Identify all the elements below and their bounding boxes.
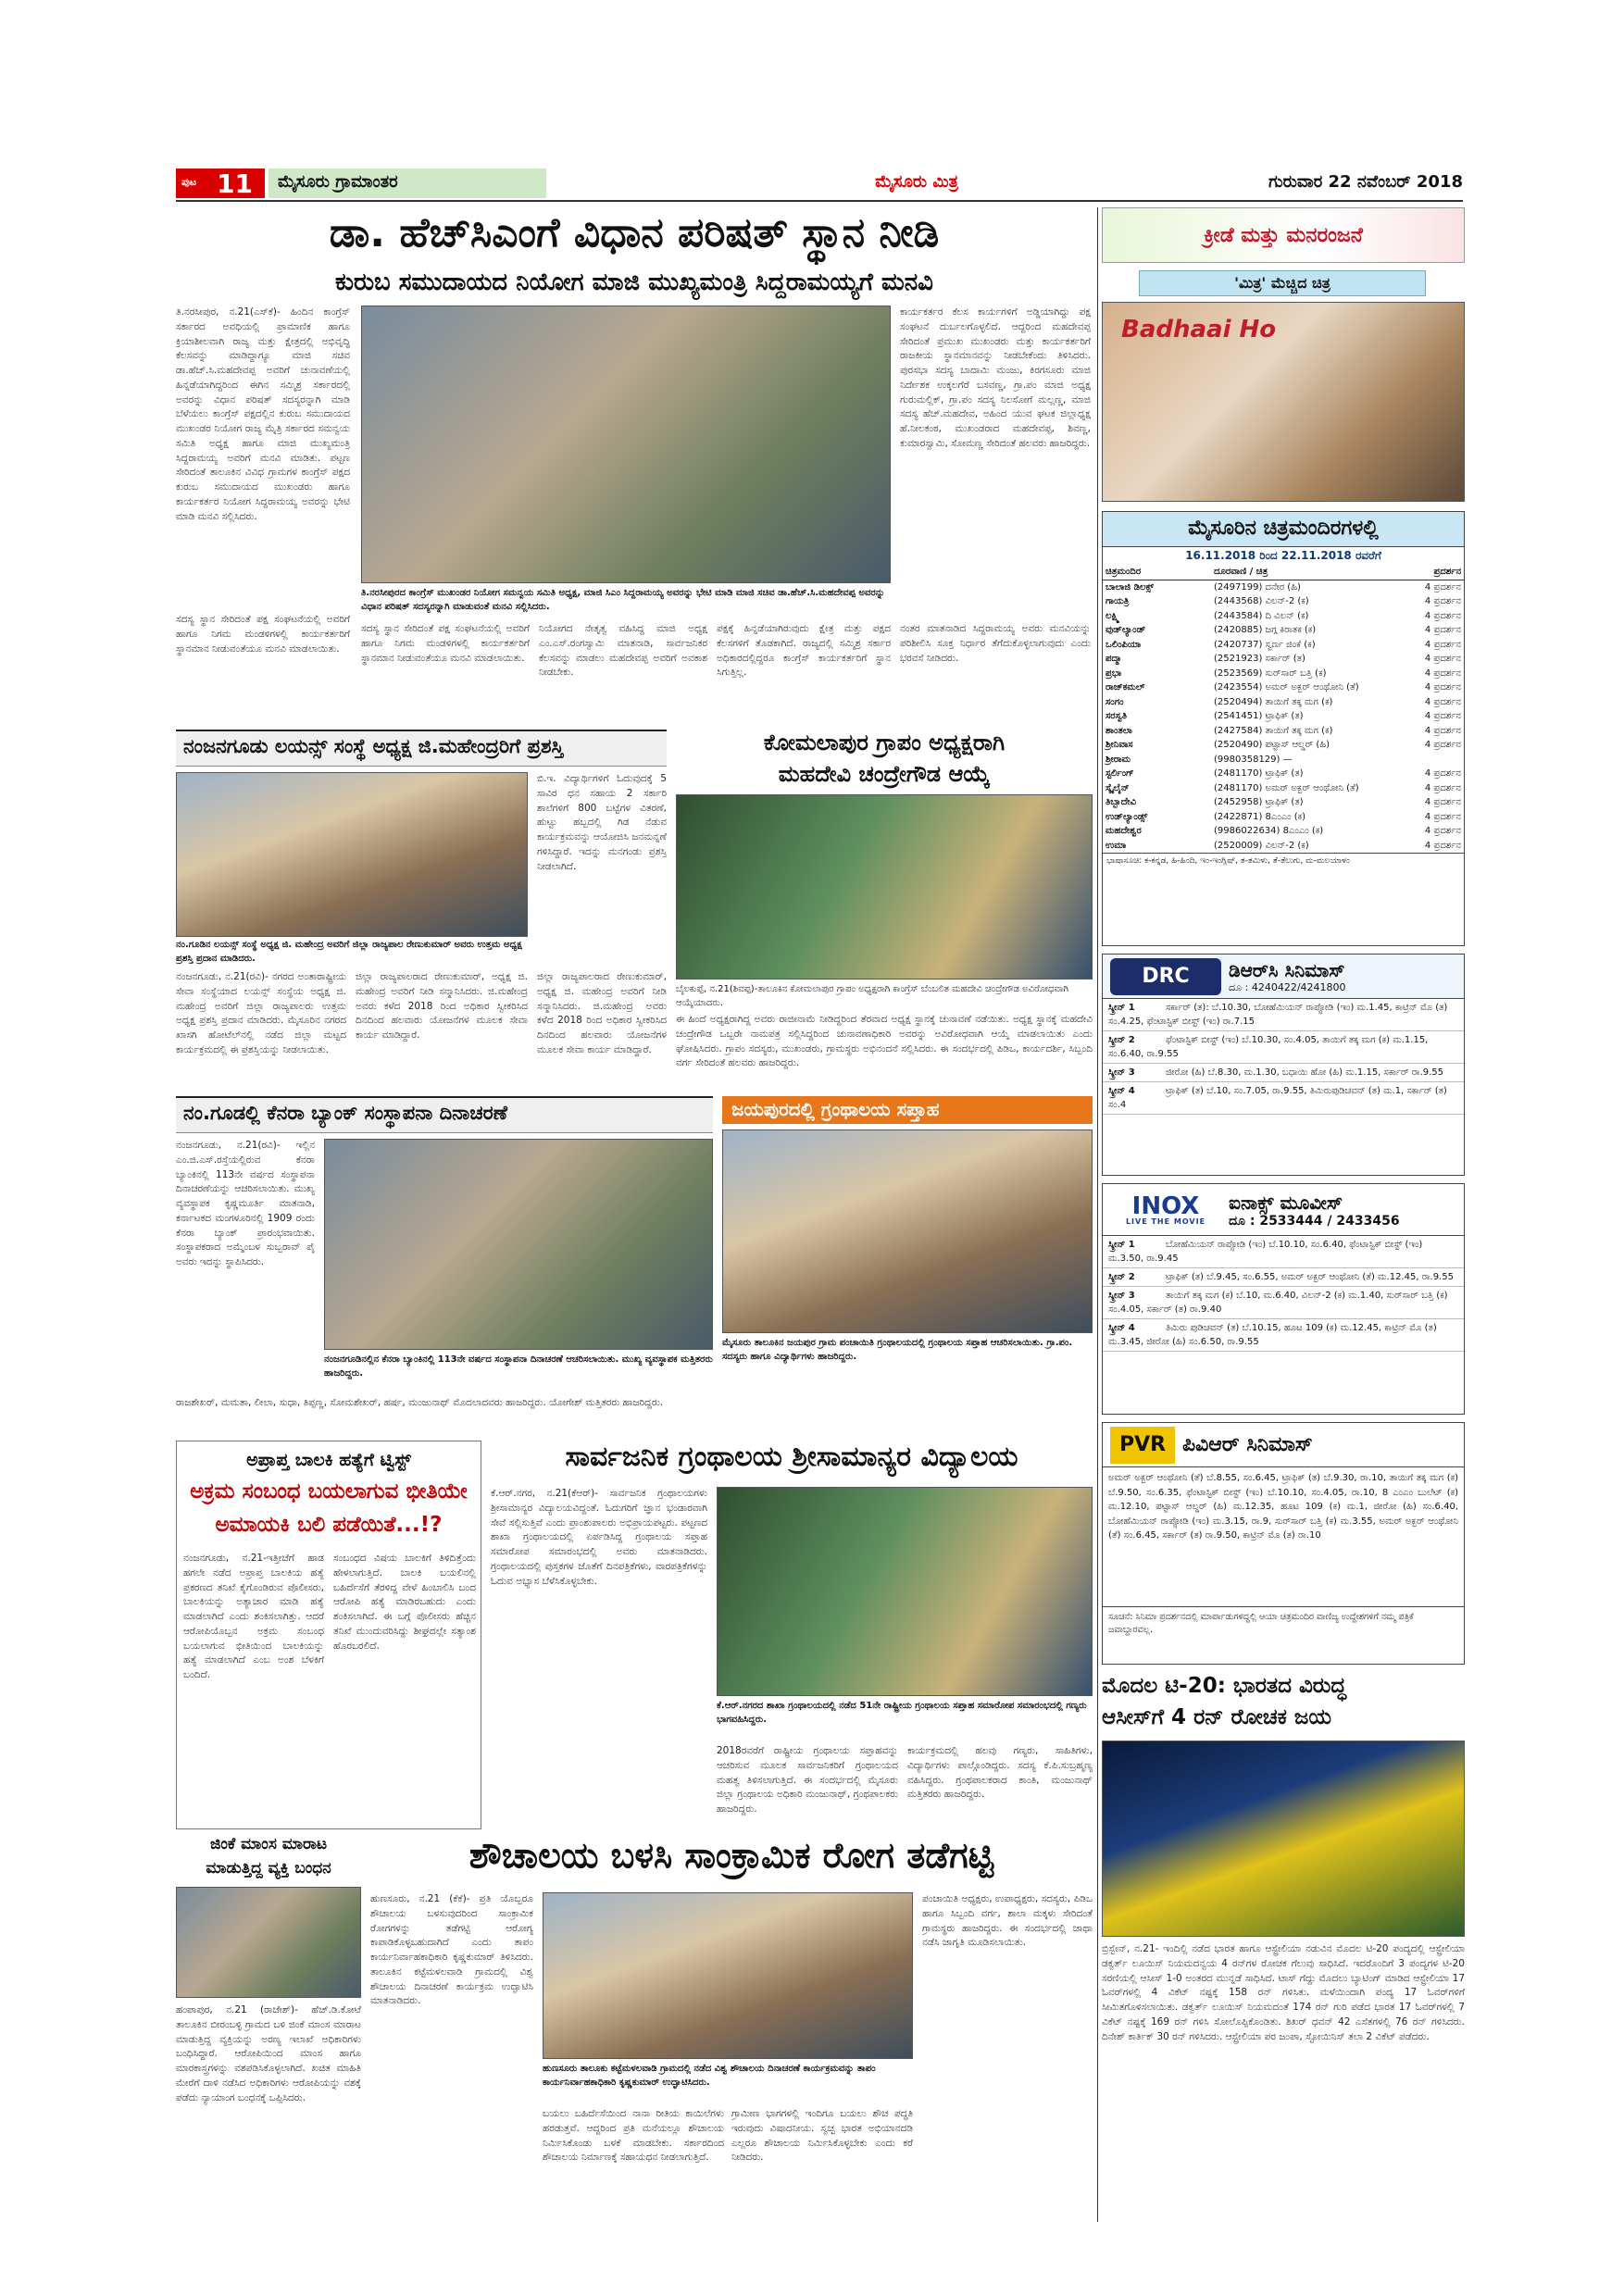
library-caption: ಕೆ.ಆರ್.ನಗರದ ಶಾಖಾ ಗ್ರಂಥಾಲಯದಲ್ಲಿ ನಡೆದ 51ನೇ ರಾಷ್ಟ್ರೀಯ ಗ್ರಂಥಾಲಯ ಸಪ್ತಾಹ ಸಮಾರೋಪ ಸಮಾರಂಭದಲ್ಲಿ ಗಣ್ಯರು ಭಾಗವಹಿಸಿದ್ದರು. [717,1701,1087,1725]
inox-phone: ದೂ : 2533444 / 2433456 [1229,1213,1400,1229]
deer-headline-2: ಮಾಡುತ್ತಿದ್ದ ವ್ಯಕ್ತಿ ಬಂಧನ [206,1859,331,1878]
cricket-photo [1102,1741,1465,1937]
cinema-shows: 4 ಪ್ರದರ್ಶನ [1424,625,1461,635]
cinema-shows: 4 ಪ್ರದರ್ಶನ [1424,840,1461,851]
cinema-shows: 4 ಪ್ರದರ್ಶನ [1424,811,1461,822]
library-photo [717,1487,1093,1696]
canara-caption: ನಂಜನಗೂಡಿನಲ್ಲಿನ ಕೆನರಾ ಬ್ಯಾಂಕಿನಲ್ಲಿ 113ನೇ ವರ್ಷದ ಸಂಸ್ಥಾಪನಾ ದಿನಾಚರಣೆ ಆಚರಿಸಲಾಯಿತು. ಮುಖ್ಯ ವ್ಯವಸ್ಥಾಪಕ ಮತ್ತಿತರರು ಹಾಜರಿದ್ದರು. [324,1354,713,1379]
page-number-badge [176,168,265,198]
col-header-phone-film: ದೂರವಾಣಿ / ಚಿತ್ರ [1211,565,1363,580]
mitra-pick-label: 'ಮಿತ್ರ' ಮೆಚ್ಚಿದ ಚಿತ್ರ [1139,270,1426,296]
lions-column-3-cont: ಜಿಲ್ಲಾ ರಾಜ್ಯಪಾಲರಾದ ರೇಣುಕುಮಾರ್, ಅಧ್ಯಕ್ಷ ಜಿ. ಮಹೇಂದ್ರ ಅವರಿಗೆ ನೀಡಿ ಸನ್ಮಾನಿಸಿದರು. ಜಿ.ಮಹೇಂದ್ರ ಅವರು ಕಳೆದ 2018 ರಿಂದ ಅಧಿಕಾರ ಸ್ವೀಕರಿಸಿದ ದಿನದಿಂದ ಹಲವಾರು ಯೋಜನೆಗಳ ಮೂಲಕ ಸೇವಾ ಕಾರ್ಯ ಮಾಡಿದ್ದಾರೆ. [537,971,667,1055]
cinema-name: ಸರಸ್ವತಿ [1106,711,1127,721]
deer-headline-1: ಜಿಂಕೆ ಮಾಂಸ ಮಾರಾಟ [209,1835,328,1853]
deer-body: ಹಂಪಾಪುರ, ನ.21 (ರಾಜೇಶ್)- ಹೆಚ್.ಡಿ.ಕೋಟೆ ತಾಲೂಕಿನ ಬೀರಂಬಳ್ಳಿ ಗ್ರಾಮದ ಬಳಿ ಜಿಂಕೆ ಮಾಂಸ ಮಾರಾಟ ಮಾಡುತ್ತಿದ್ದ ವ್ಯಕ್ತಿಯನ್ನು ಅರಣ್ಯ ಇಲಾಖೆ ಅಧಿಕಾರಿಗಳು ಬಂಧಿಸಿದ್ದಾರೆ. ಆರೋಪಿಯಿಂದ ಮಾಂಸ ಹಾಗೂ ಮಾರಕಾಸ್ತ್ರಗಳನ್ನು ವಶಪಡಿಸಿಕೊಳ್ಳಲಾಗಿದೆ. ಖಚಿತ ಮಾಹಿತಿ ಮೇರೆಗೆ ದಾಳಿ ನಡೆಸಿದ ಅಧಿಕಾರಿಗಳು ಆರೋಪಿಯನ್ನು ವಶಕ್ಕೆ ಪಡೆದು ನ್ಯಾಯಾಂಗ ಬಂಧನಕ್ಕೆ ಒಪ್ಪಿಸಿದರು. [176,2004,361,2103]
cinema-shows [1363,753,1464,767]
table-row [1103,594,1464,609]
table-row [1103,738,1464,753]
lead-photo [361,306,891,583]
cricket-body: ಬ್ರಿಸ್ಬೇನ್, ನ.21- ಇಂದಿಲ್ಲಿ ನಡೆದ ಭಾರತ ಹಾಗೂ ಆಸ್ಟ್ರೇಲಿಯಾ ನಡುವಿನ ಮೊದಲ ಟಿ-20 ಪಂದ್ಯದಲ್ಲಿ ಆಸ್ಟ್ರೇಲಿಯಾ ಡಕ್ವರ್ತ್ ಲೂಯಿಸ್ ನಿಯಮದನ್ವಯ 4 ರನ್‌ಗಳ ರೋಚಕ ಗೆಲುವು ಸಾಧಿಸಿದೆ. ಇದರೊಂದಿಗೆ 3 ಪಂದ್ಯಗಳ ಟಿ-20 ಸರಣಿಯಲ್ಲಿ ಆಸೀಸ್ 1-0 ಅಂತರದ ಮುನ್ನಡೆ ಸಾಧಿಸಿದೆ. ಟಾಸ್ ಗೆದ್ದು ಮೊದಲು ಬ್ಯಾಟಿಂಗ್ ಮಾಡಿದ ಆಸ್ಟ್ರೇಲಿಯಾ 17 ಓವರ್‌ಗಳಲ್ಲಿ 4 ವಿಕೆಟ್ ನಷ್ಟಕ್ಕೆ 158 ರನ್ ಗಳಿಸಿತು. ಮಳೆಯಿಂದಾಗಿ ಪಂದ್ಯ 17 ಓವರ್‌ಗಳಿಗೆ ಸೀಮಿತಗೊಳಿಸಲಾಯಿತು. ಡಕ್ವರ್ತ್ ಲೂಯಿಸ್ ನಿಯಮದಂತೆ 174 ರನ್ ಗುರಿ ಪಡೆದ ಭಾರತ 17 ಓವರ್‌ಗಳಲ್ಲಿ 7 ವಿಕೆಟ್ ನಷ್ಟಕ್ಕೆ 169 ರನ್ ಗಳಿಸಿ ಸೋಲೊಪ್ಪಿಕೊಂಡಿತು. ಶಿಖರ್ ಧವನ್ 42 ಎಸೆತಗಳಲ್ಲಿ 76 ರನ್ ಗಳಿಸಿದರು. ದಿನೇಶ್ ಕಾರ್ತಿಕ್ 30 ರನ್ ಗಳಿಸಿದರು. ಆಸ್ಟ್ರೇಲಿಯಾ ಪರ ಜಂಪಾ, ಸ್ಟೋಯಿನಿಸ್ ತಲಾ 2 ವಿಕೆಟ್ ಪಡೆದರು. [1102,1943,1465,2042]
table-row [1103,753,1464,767]
cinema-shows: 4 ಪ್ರದರ್ಶನ [1424,740,1461,750]
section-title: ಮೈಸೂರು ಗ್ರಾಮಾಂತರ [269,168,546,198]
cinema-film: (2452958) ಟ್ರಾಫಿಕ್ (ತ) [1214,797,1304,807]
komala-caption: ಬೈಲಕುಪ್ಪೆ, ನ.21(ಶಿವಪ್ಪ)-ತಾಲೂಕಿನ ಕೋಮಲಾಪುರ ಗ್ರಾಪಂ ಅಧ್ಯಕ್ಷರಾಗಿ ಕಾಂಗ್ರೆಸ್ ಬೆಂಬಲಿತ ಮಹದೇವಿ ಚಂದ್ರೇಗೌಡ ಅವಿರೋಧವಾಗಿ ಆಯ್ಕೆಯಾದರು. [676,984,1068,1008]
cinema-film: (2520009) ವಿಲನ್-2 (ಕ) [1214,840,1309,851]
page-number: 11 [217,168,253,199]
table-row [1103,609,1464,624]
cinema-film: (9980358129) — [1214,754,1293,765]
table-row [1103,580,1464,594]
table-row [1103,781,1464,796]
drc-screen-1 [1103,999,1464,1031]
movie-poster [1102,302,1465,502]
table-row [1103,695,1464,710]
komala-headline-2: ಮಹದೇವಿ ಚಂದ್ರೇಗೌಡ ಆಯ್ಕೆ [778,761,991,787]
canara-column-1: ನಂಜನಗೂಡು, ನ.21(ರವಿ)- ಇಲ್ಲಿನ ಎಂ.ಜಿ.ಎಸ್.ರಸ್ತೆಯಲ್ಲಿರುವ ಕೆನರಾ ಬ್ಯಾಂಕಿನಲ್ಲಿ 113ನೇ ವರ್ಷದ ಸಂಸ್ಥಾಪನಾ ದಿನಾಚರಣೆಯನ್ನು ಆಚರಿಸಲಾಯಿತು. ಮುಖ್ಯ ವ್ಯವಸ್ಥಾಪಕ ಕೃಷ್ಣಮೂರ್ತಿ ಮಾತನಾಡಿ, ಕರ್ನಾಟಕದ ಮಂಗಳೂರಿನಲ್ಲಿ 1909 ರಂದು ಕೆನರಾ ಬ್ಯಾಂಕ್ ಪ್ರಾರಂಭವಾಯಿತು. ಸಂಸ್ಥಾಪಕರಾದ ಅಮ್ಮೆಂಬಳ ಸುಬ್ಬರಾವ್ ಪೈ ಅವರು ಇದನ್ನು ಸ್ಥಾಪಿಸಿದರು. [176,1140,315,1267]
header-rule [176,200,1463,202]
dateline: ಗುರುವಾರ 22 ನವೆಂಬರ್ 2018 [1268,172,1463,192]
cinema-shows: 4 ಪ್ರದರ್ಶನ [1424,826,1461,836]
lead-column-3: ಕಾರ್ಯಕರ್ತರ ಕೆಲಸ ಕಾರ್ಯಗಳಿಗೆ ಅಡ್ಡಿಯಾಗಿದ್ದು ಪಕ್ಷ ಸಂಘಟನೆ ದುರ್ಬಲಗೊಳ್ಳಲಿದೆ. ಆದ್ದರಿಂದ ಮಹದೇವಪ್ಪ ಸೇರಿದಂತೆ ಪ್ರಮುಖ ಮುಖಂಡರು ಮತ್ತು ಕಾರ್ಯಕರ್ತರಿಗೆ ರಾಜಕೀಯ ಸ್ಥಾನಮಾನವನ್ನು ನೀಡಬೇಕೆಂದು ತಿಳಿಸಿದರು. ಪುರಸಭಾ ಸದಸ್ಯ ಬಾದಾಮಿ ಮಂಜು, ಕಿರಗಸೂರು ಮಾಜಿ ನಿರ್ದೇಶಕ ಉಕ್ಕಲಗೆರೆ ಬಸವಣ್ಣ, ಗ್ರಾ.ಪಂ ಮಾಜಿ ಅಧ್ಯಕ್ಷ ಗುರುಮಲ್ಲಿಕ್, ಗ್ರಾ.ಪಂ ಸದಸ್ಯ ನಿಲಸೋಗೆ ಮಲ್ಲಣ್ಣ, ಮಾಜಿ ಸದಸ್ಯ ಹೆಚ್.ಮಹದೇವ, ಅಹಿಂದ ಯುವ ಘಟಕ ಜಿಲ್ಲಾಧ್ಯಕ್ಷ ಹೆ.ನೀಲಕಂಠ, ಮುಖಂಡರಾದ ಮಹದೇವಪ್ಪ, ಶಿವಣ್ಣ, ಕುಮಾರಸ್ವಾಮಿ, ಸೋಮಣ್ಣ ಸೇರಿದಂತೆ ಹಲವರು ಹಾಜರಿದ್ದರು. [900,306,1091,449]
inox-screen-1 [1103,1236,1464,1268]
screen-shows: ಟ್ರಾಫಿಕ್ (ತ) ಬೆ.9.45, ಸಂ.6.55, ಅಮರ್ ಅಕ್ಬರ್ ಆಂಥೋನಿ (ತೆ) ಮ.12.45, ರಾ.9.55 [1166,1272,1454,1282]
cinemas-dates: 16.11.2018 ರಿಂದ 22.11.2018 ರವರೆಗೆ [1185,549,1381,562]
drc-header [1103,955,1464,999]
cinema-film: (2521923) ಸರ್ಕಾರ್ (ತ) [1214,654,1305,664]
table-row [1103,810,1464,825]
inox-logo-text: INOX [1131,1192,1200,1220]
lions-photo [176,772,528,937]
table-row [1103,667,1464,681]
cinema-film: (2497199) ದನೇರ (ಹಿ) [1214,581,1301,593]
inox-screen-3 [1103,1287,1464,1319]
girl-headline-2: ಅಮಾಯಕಿ ಬಲಿ ಪಡೆಯಿತೆ...!? [215,1513,443,1537]
screen-shows: ಸರ್ಕಾರ್ (ತ): ಬೆ.10.30, ಬೋಹೆಮಿಯನ್ ರಾಪ್ಸೋಡಿ (ಇಂ) ಮ.1.45, ಕಾಟ್ರಿನ್ ಮೊ (ತ) ಸಂ.4.25, ಫೆಂಟಾಸ್ಟಿಕ್ ಬೀಸ್ಟ್ (ಇಂ) ರಾ.7.15 [1108,1003,1448,1027]
table-row [1103,709,1464,724]
screen-shows: ಟ್ರಾಫಿಕ್ (ತ) ಬೆ.10, ಸಂ.7.05, ರಾ.9.55, ತಿಮಿರುಪುಡಿಚವನ್ (ತ) ಮ.1, ಸರ್ಕಾರ್ (ತ) ಸಂ.4 [1108,1086,1447,1110]
table-row [1103,724,1464,739]
cinema-name: ಒಲಿಂಪಿಯಾ [1106,639,1142,650]
cinema-film: (2520494) ತಾಯಿಗೆ ತಕ್ಕ ಮಗ (ಕ) [1214,696,1333,707]
table-row [1103,652,1464,667]
inox-name: ಐನಾಕ್ಸ್ ಮೂವೀಸ್ [1229,1191,1343,1214]
girl-headline-1: ಅಕ್ರಮ ಸಂಬಂಧ ಬಯಲಾಗುವ ಭೀತಿಯೇ [190,1479,468,1504]
entertainment-banner-label: ಕ್ರೀಡೆ ಮತ್ತು ಮನರಂಜನೆ [1204,223,1363,247]
cinema-film: (2423554) ಅಮರ್ ಅಕ್ಬರ್ ಆಂಥೋನಿ (ತೆ) [1214,682,1359,693]
cinema-name: ಮಹದೇಶ್ವರ [1106,826,1142,836]
cricket-headline-1: ಮೊದಲ ಟಿ-20: ಭಾರತದ ವಿರುದ್ಧ [1102,1674,1346,1698]
lead-column-1-cont: ಸದಸ್ಯ ಸ್ಥಾನ ಸೇರಿದಂತೆ ಪಕ್ಷ ಸಂಘಟನೆಯಲ್ಲಿ ಅವರಿಗೆ ಹಾಗೂ ನಿಗಮ ಮಂಡಳಿಗಳಲ್ಲಿ ಕಾರ್ಯಕರ್ತರಿಗೆ ಸ್ಥಾನಮಾನ ನೀಡುವಂತೆಯೂ ಮನವಿ ಮಾಡಲಾಯಿತು. [176,614,350,655]
screen-label: ಸ್ಕ್ರೀನ್ 4 [1108,1323,1135,1333]
screen-shows: ತಾಯಿಗೆ ತಕ್ಕ ಮಗ (ಕ) ಬೆ.10, ಮ.6.40, ವಿಲನ್-2 (ಕ) ಮ.1.40, ಸುರ್‌ಸಾರ್ ಬತ್ತಿ (ಕ) ಸಂ.4.05, ಸರ್ಕಾರ್ (ತ) ರಾ.9.40 [1108,1291,1448,1315]
cinema-film: (2541451) ಟ್ರಾಫಿಕ್ (ತ) [1214,711,1304,721]
cinema-shows: 4 ಪ್ರದರ್ಶನ [1424,581,1461,593]
table-row [1103,638,1464,653]
cinema-name: ರಾಜ್‌ಕಮಲ್ [1106,682,1145,693]
lions-column-1: ನಂಜನಗೂಡು, ನ.21(ರವಿ)- ನಗರದ ಅಂತಾರಾಷ್ಟ್ರೀಯ ಸೇವಾ ಸಂಸ್ಥೆಯಾದ ಲಯನ್ಸ್ ಸಂಸ್ಥೆಯ ಅಧ್ಯಕ್ಷ ಜಿ. ಮಹೇಂದ್ರ ಅವರಿಗೆ ಜಿಲ್ಲಾ ರಾಜ್ಯಪಾಲರು ಉತ್ತಮ ಅಧ್ಯಕ್ಷ ಪ್ರಶಸ್ತಿ ಪ್ರದಾನ ಮಾಡಿದರು. ಮೈಸೂರಿನ ನಗರದ ಖಾಸಗಿ ಹೋಟೆಲ್‌ನಲ್ಲಿ ನಡೆದ ಜಿಲ್ಲಾ ಮಟ್ಟದ ಕಾರ್ಯಕ್ರಮದಲ್ಲಿ ಈ ಪ್ರಶಸ್ತಿಯನ್ನು ನೀಡಲಾಯಿತು. [176,971,346,1055]
cinema-name: ಶ್ರೀರಾಮ [1106,754,1131,765]
table-row [1103,623,1464,638]
drc-name: ಡಿಆರ್‌ಸಿ ಸಿನಿಮಾಸ್ [1229,958,1345,981]
pvr-logo: PVR [1110,1427,1175,1464]
cinema-film: (2523569) ಸುರ್‌ಸಾರ್ ಬತ್ತಿ (ಕ) [1214,668,1327,679]
cricket-headline-2: ಆಸೀಸ್‌ಗೆ 4 ರನ್ ರೋಚಕ ಜಯ [1102,1705,1332,1729]
cinema-film: (2443568) ವಿಲನ್-2 (ಕ) [1214,596,1309,606]
cinema-film: (2427584) ತಾಯಿಗೆ ತಕ್ಕ ಮಗ (ಕ) [1214,725,1333,736]
screen-label: ಸ್ಕ್ರೀನ್ 2 [1108,1272,1135,1282]
inox-header [1103,1184,1464,1236]
pvr-header [1103,1423,1464,1467]
cinema-name: ಸಂಗಂ [1106,696,1124,707]
lead-caption: ತಿ.ನರಸೀಪುರದ ಕಾಂಗ್ರೆಸ್ ಮುಖಂಡರ ನಿಯೋಗ ಸಮನ್ವಯ ಸಮಿತಿ ಅಧ್ಯಕ್ಷ, ಮಾಜಿ ಸಿಎಂ ಸಿದ್ದರಾಮಯ್ಯ ಅವರನ್ನು ಭೇಟಿ ಮಾಡಿ ಮಾಜಿ ಸಚಿವ ಡಾ.ಹೆಚ್.ಸಿ.ಮಹದೇವಪ್ಪ ಅವರನ್ನು ವಿಧಾನ ಪರಿಷತ್ ಸದಸ್ಯರನ್ನಾಗಿ ಮಾಡುವಂತೆ ಮನವಿ ಸಲ್ಲಿಸಿದರು. [361,588,885,612]
toilet-photo [543,1892,913,2059]
table-row [1103,795,1464,810]
table-row [1103,767,1464,781]
cinema-film: (9986022634) 8ಎಂಎಂ (ಕ) [1214,826,1324,836]
cinema-name: ಪ್ರಭಾ [1106,668,1122,679]
screen-label: ಸ್ಕ್ರೀನ್ 3 [1108,1067,1135,1078]
lions-column-3: ಬಿ.ಇ. ವಿದ್ಯಾರ್ಥಿಗಳಿಗೆ ಓದುವುದಕ್ಕೆ 5 ಸಾವಿರ ಧನ ಸಹಾಯ 2 ಸರ್ಕಾರಿ ಶಾಲೆಗಳಿಗೆ 800 ಬಟ್ಟೆಗಳ ವಿತರಣೆ, ಹುಟ್ಟು ಹಬ್ಬದಲ್ಲಿ ಗಿಡ ನೆಡುವ ಕಾರ್ಯಕ್ರಮವನ್ನು ಆಯೋಜಿಸಿ ಜನಮನ್ನಣೆ ಗಳಿಸಿದ್ದಾರೆ. ಇದನ್ನು ಮನಗಂಡು ಪ್ರಶಸ್ತಿ ನೀಡಲಾಗಿದೆ. [537,773,667,872]
screen-label: ಸ್ಕ್ರೀನ್ 1 [1108,1240,1135,1250]
lions-column-2: ಜಿಲ್ಲಾ ರಾಜ್ಯಪಾಲರಾದ ರೇಣುಕುಮಾರ್, ಅಧ್ಯಕ್ಷ ಜಿ. ಮಹೇಂದ್ರ ಅವರಿಗೆ ನೀಡಿ ಸನ್ಮಾನಿಸಿದರು. ಜಿ.ಮಹೇಂದ್ರ ಅವರು ಕಳೆದ 2018 ರಿಂದ ಅಧಿಕಾರ ಸ್ವೀಕರಿಸಿದ ದಿನದಿಂದ ಹಲವಾರು ಯೋಜನೆಗಳ ಮೂಲಕ ಸೇವಾ ಕಾರ್ಯ ಮಾಡಿದ್ದಾರೆ. [356,971,528,1041]
movie-poster-title: Badhaai Ho [1121,316,1277,343]
inox-logo [1110,1192,1221,1229]
drc-logo: DRC [1110,958,1221,995]
screen-shows: ಜೀರೋ (ಹಿ) ಬೆ.8.30, ಮ.1.30, ಬಧಾಯಿ ಹೋ (ಹಿ) ಮ.1.15, ಸರ್ಕಾರ್ ರಾ.9.55 [1166,1067,1444,1078]
lead-column-1: ತಿ.ನರಸೀಪುರ, ನ.21(ಎಸ್‌ಕೆ)- ಹಿಂದಿನ ಕಾಂಗ್ರೆಸ್ ಸರ್ಕಾರದ ಅವಧಿಯಲ್ಲಿ ಪ್ರಾಮಾಣಿಕ ಹಾಗೂ ಕ್ರಿಯಾಶೀಲವಾಗಿ ರಾಜ್ಯ ಮತ್ತು ಕ್ಷೇತ್ರದಲ್ಲಿ ಅಭಿವೃದ್ಧಿ ಕೆಲಸವನ್ನು ಮಾಡಿದ್ದಾಗ್ಯೂ ಮಾಜಿ ಸಚಿವ ಡಾ.ಹೆಚ್.ಸಿ.ಮಹದೇವಪ್ಪ ಅವರಿಗೆ ಚುನಾವಣೆಯಲ್ಲಿ ಹಿನ್ನಡೆಯಾಗಿದ್ದರಿಂದ ಈಗಿನ ಸಮ್ಮಿಶ್ರ ಸರ್ಕಾರದಲ್ಲಿ ಅವರನ್ನು ವಿಧಾನ ಪರಿಷತ್ ಸದಸ್ಯರನ್ನಾಗಿ ಮಾಡಿ ಬೆಳೆಯಲು ಕಾಂಗ್ರೆಸ್ ಪಕ್ಷದಲ್ಲಿನ ಕುರುಬ ಸಮುದಾಯದ ಮುಖಂಡರ ನಿಯೋಗ ರಾಜ್ಯ ಮೈತ್ರಿ ಸರ್ಕಾರದ ಸಮನ್ವಯ ಸಮಿತಿ ಅಧ್ಯಕ್ಷ ಹಾಗೂ ಮಾಜಿ ಮುಖ್ಯಮಂತ್ರಿ ಸಿದ್ದರಾಮಯ್ಯ ಅವರಿಗೆ ಮನವಿ ಮಾಡಿತು. ಪಟ್ಟಣ ಸೇರಿದಂತೆ ತಾಲೂಕಿನ ವಿವಿಧ ಗ್ರಾಮಗಳ ಕಾಂಗ್ರೆಸ್ ಪಕ್ಷದ ಕುರುಬ ಸಮುದಾಯದ ಮುಖಂಡರು ಹಾಗೂ ಕಾರ್ಯಕರ್ತರ ನಿಯೋಗ ಸಿದ್ದರಾಮಯ್ಯ ಅವರನ್ನು ಭೇಟಿ ಮಾಡಿ ಮನವಿ ಸಲ್ಲಿಸಿದರು. [176,306,350,522]
canara-photo [324,1139,713,1350]
girl-column-1: ನಂಜನಗೂಡು, ನ.21-ಇತ್ತೀಚೆಗೆ ಹಾಡ ಹಗಲೇ ನಡೆದ ಅಪ್ರಾಪ್ತ ಬಾಲಕಿಯ ಹತ್ಯೆ ಪ್ರಕರಣದ ತನಿಖೆ ಕೈಗೊಂಡಿರುವ ಪೊಲೀಸರು, ಬಾಲಕಿಯನ್ನು ಅತ್ಯಾಚಾರ ಮಾಡಿ ಹತ್ಯೆ ಮಾಡಲಾಗಿದೆ ಎಂದು ಶಂಕಿಸಲಾಗಿತ್ತು. ಆದರೆ ಆರೋಪಿಯೊಬ್ಬನ ಅಕ್ರಮ ಸಂಬಂಧ ಬಯಲಾಗುವ ಭೀತಿಯಿಂದ ಬಾಲಕಿಯನ್ನು ಹತ್ಯೆ ಮಾಡಲಾಗಿದೆ ಎಂಬ ಅಂಶ ಬೆಳಕಿಗೆ ಬಂದಿದೆ. [183,1553,324,1680]
drc-screen-4 [1103,1082,1464,1115]
cinema-shows: 4 ಪ್ರದರ್ಶನ [1424,797,1461,807]
pvr-name: ಪಿವಿಆರ್ ಸಿನಿಮಾಸ್ [1182,1433,1313,1456]
table-row [1103,824,1464,839]
toilet-column-2: ಬಯಲು ಬಹಿರ್ದೆಸೆಯಿಂದ ನಾನಾ ರೀತಿಯ ಕಾಯಿಲೆಗಳು ಹರಡುತ್ತವೆ. ಆದ್ದರಿಂದ ಪ್ರತಿ ಮನೆಯಲ್ಲೂ ಶೌಚಾಲಯ ನಿರ್ಮಿಸಿಕೊಂಡು ಬಳಕೆ ಮಾಡಬೇಕು. ಸರ್ಕಾರದಿಂದ ಶೌಚಾಲಯ ನಿರ್ಮಾಣಕ್ಕೆ ಸಹಾಯಧನ ನೀಡಲಾಗುತ್ತಿದೆ. [543,2108,724,2164]
cinemas-table-header [1103,565,1464,580]
pvr-note: ಸೂಚನೆ: ಸಿನಿಮಾ ಪ್ರದರ್ಶನದಲ್ಲಿ ಮಾರ್ಪಾಡುಗಳಿದ್ದಲ್ಲಿ ಆಯಾ ಚಿತ್ರಮಂದಿರ ವಾಣಿಜ್ಯ ಉದ್ದೇಶಗಳಿಗೆ ನಮ್ಮ ಪತ್ರಿಕೆ ಜವಾಬ್ದಾರವಲ್ಲ. [1103,1606,1464,1656]
cinema-film: (2420885) ಜಗ್ಗ ಕಿರಾತಕ (ಕ) [1214,625,1317,635]
jayapura-caption: ಮೈಸೂರು ತಾಲೂಕಿನ ಜಯಪುರ ಗ್ರಾಮ ಪಂಚಾಯಿತಿ ಗ್ರಂಥಾಲಯದಲ್ಲಿ ಗ್ರಂಥಾಲಯ ಸಪ್ತಾಹ ಆಚರಿಸಲಾಯಿತು. ಗ್ರಾ.ಪಂ. ಸದಸ್ಯರು ಹಾಗೂ ವಿದ್ಯಾರ್ಥಿಗಳು ಹಾಜರಿದ್ದರು. [722,1338,1073,1362]
cinema-shows: 4 ಪ್ರದರ್ಶನ [1424,596,1461,606]
cinema-film: (2520490) ಪಟ್ಟಾಸ್ ಆಲ್ಡರ್ (ಹಿ) [1214,740,1330,750]
cinema-shows: 4 ಪ್ರದರ್ಶನ [1424,711,1461,721]
cinema-name: ಶ್ರೀನಿವಾಸ [1106,740,1133,750]
toilet-caption: ಹುಣಸೂರು ತಾಲೂಕು ಕಟ್ಟೆಮಳಲವಾಡಿ ಗ್ರಾಮದಲ್ಲಿ ನಡೆದ ವಿಶ್ವ ಶೌಚಾಲಯ ದಿನಾಚರಣೆ ಕಾರ್ಯಕ್ರಮವನ್ನು ತಾಪಂ ಕಾರ್ಯನಿರ್ವಾಹಕಾಧಿಕಾರಿ ಕೃಷ್ಣಕುಮಾರ್ ಉದ್ಘಾಟಿಸಿದರು. [543,2064,876,2088]
toilet-column-1: ಹುಣಸೂರು, ನ.21 (ಕೆಕೆ)- ಪ್ರತಿ ಯೊಬ್ಬರೂ ಶೌಚಾಲಯ ಬಳಸುವುದರಿಂದ ಸಾಂಕ್ರಾಮಿಕ ರೋಗಗಳನ್ನು ತಡೆಗಟ್ಟಿ ಆರೋಗ್ಯ ಕಾಪಾಡಿಕೊಳ್ಳಬಹುದಾಗಿದೆ ಎಂದು ತಾಪಂ ಕಾರ್ಯನಿರ್ವಾಹಕಾಧಿಕಾರಿ ಕೃಷ್ಣಕುಮಾರ್ ತಿಳಿಸಿದರು. ತಾಲೂಕಿನ ಕಟ್ಟೆಮಳಲವಾಡಿ ಗ್ರಾಮದಲ್ಲಿ ವಿಶ್ವ ಶೌಚಾಲಯ ದಿನಾಚರಣೆ ಕಾರ್ಯಕ್ರಮ ಉದ್ಘಾಟಿಸಿ ಮಾತನಾಡಿದರು. [370,1893,533,2007]
cinema-film: (2481170) ಟ್ರಾಫಿಕ್ (ತ) [1214,768,1304,779]
komala-body: ಈ ಹಿಂದೆ ಅಧ್ಯಕ್ಷರಾಗಿದ್ದ ಅವರು ರಾಜೀನಾಮೆ ನೀಡಿದ್ದರಿಂದ ತೆರವಾದ ಅಧ್ಯಕ್ಷ ಸ್ಥಾನಕ್ಕೆ ಚುನಾವಣೆ ನಡೆಯಿತು. ಅಧ್ಯಕ್ಷ ಸ್ಥಾನಕ್ಕೆ ಮಹದೇವಿ ಚಂದ್ರೇಗೌಡ ಒಬ್ಬರೇ ನಾಮಪತ್ರ ಸಲ್ಲಿಸಿದ್ದರಿಂದ ಚುನಾವಣಾಧಿಕಾರಿ ಅವರನ್ನು ಅವಿರೋಧವಾಗಿ ಆಯ್ಕೆ ಮಾಡಲಾಯಿತು ಎಂದು ಘೋಷಿಸಿದರು. ಗ್ರಾಪಂ ಸದಸ್ಯರು, ಮುಖಂಡರು, ಗ್ರಾಮಸ್ಥರು ಅಭಿನಂದನೆ ಸಲ್ಲಿಸಿದರು. ಈ ಸಂದರ್ಭದಲ್ಲಿ ಪಿಡಿಒ, ಕಾರ್ಯದರ್ಶಿ, ಸಿಬ್ಬಂದಿ ವರ್ಗ ಸೇರಿದಂತೆ ಹಲವರು ಹಾಜರಿದ್ದರು. [676,1014,1093,1069]
drc-phone: ದೂ : 4240422/4241800 [1229,980,1346,993]
inox-screen-4 [1103,1319,1464,1352]
cinema-name: ತಿಬ್ಬಾದೇವಿ [1106,797,1136,807]
library-headline: ಸಾರ್ವಜನಿಕ ಗ್ರಂಥಾಲಯ ಶ್ರೀಸಾಮಾನ್ಯರ ವಿದ್ಯಾಲಯ [565,1441,1018,1473]
lions-caption: ನಂ.ಗೂಡಿನ ಲಯನ್ಸ್ ಸಂಸ್ಥೆ ಅಧ್ಯಕ್ಷ ಜಿ. ಮಹೇಂದ್ರ ಅವರಿಗೆ ಜಿಲ್ಲಾ ರಾಜ್ಯಪಾಲ ರೇಣುಕುಮಾರ್ ಅವರು ಉತ್ತಮ ಅಧ್ಯಕ್ಷ ಪ್ರಶಸ್ತಿ ಪ್ರದಾನ ಮಾಡಿದರು. [176,940,522,964]
lead-headline: ಡಾ. ಹೆಚ್‌ಸಿಎಂಗೆ ವಿಧಾನ ಪರಿಷತ್ ಸ್ಥಾನ ನೀಡಿ [329,209,940,256]
lead-bottom-2: ನಿಯೋಗದ ನೇತೃತ್ವ ವಹಿಸಿದ್ದ ಮಾಜಿ ಅಧ್ಯಕ್ಷ ಎಂ.ಎಸ್.ರಂಗಸ್ವಾಮಿ ಮಾತನಾಡಿ, ಸಾರ್ವಜನಿಕರ ಕೆಲಸವನ್ನು ಮಾಡಲು ಮಹದೇವಪ್ಪ ಅವರಿಗೆ ಅವಕಾಶ ನೀಡಬೇಕು. [539,623,707,679]
pvr-cinemas [1102,1422,1465,1665]
canara-headline: ನಂ.ಗೂಡಲ್ಲಿ ಕೆನರಾ ಬ್ಯಾಂಕ್ ಸಂಸ್ಥಾಪನಾ ದಿನಾಚರಣೆ [176,1096,713,1133]
library-column-1: ಕೆ.ಆರ್.ನಗರ, ನ.21(ಕೆಆರ್)- ಸಾರ್ವಜನಿಕ ಗ್ರಂಥಾಲಯಗಳು ಶ್ರೀಸಾಮಾನ್ಯರ ವಿದ್ಯಾಲಯವಿದ್ದಂತೆ. ಓದುಗರಿಗೆ ಜ್ಞಾನ ಭಂಡಾರವಾಗಿ ಸೇವೆ ಸಲ್ಲಿಸುತ್ತಿವೆ ಎಂದು ಪ್ರಾಂಶುಪಾಲರು ಅಭಿಪ್ರಾಯಪಟ್ಟರು. ಪಟ್ಟಣದ ಶಾಖಾ ಗ್ರಂಥಾಲಯದಲ್ಲಿ ಏರ್ಪಡಿಸಿದ್ದ ಗ್ರಂಥಾಲಯ ಸಪ್ತಾಹ ಸಮಾರೋಪ ಸಮಾರಂಭದಲ್ಲಿ ಅವರು ಮಾತನಾಡಿದರು. ಗ್ರಂಥಾಲಯದಲ್ಲಿ ಪುಸ್ತಕಗಳ ಜೊತೆಗೆ ದಿನಪತ್ರಿಕೆಗಳು, ವಾರಪತ್ರಿಕೆಗಳನ್ನು ಓದುವ ಅಭ್ಯಾಸ ಬೆಳೆಸಿಕೊಳ್ಳಬೇಕು. [491,1488,707,1587]
jayapura-banner: ಜಯಪುರದಲ್ಲಿ ಗ್ರಂಥಾಲಯ ಸಪ್ತಾಹ [722,1096,1093,1124]
cinemas-listing [1102,511,1465,946]
screen-label: ಸ್ಕ್ರೀನ್ 3 [1108,1291,1135,1301]
cinema-name: ಶಾಂತಲಾ [1106,725,1132,736]
lead-bottom-4: ನಂತರ ಮಾತನಾಡಿದ ಸಿದ್ದರಾಮಯ್ಯ ಅವರು ಮನವಿಯನ್ನು ಪರಿಶೀಲಿಸಿ ಸೂಕ್ತ ನಿರ್ಧಾರ ತೆಗೆದುಕೊಳ್ಳಲಾಗುವುದು ಎಂದು ಭರವಸೆ ನೀಡಿದರು. [900,623,1091,664]
cinema-name: ಸ್ಟರ್ಲಿಂಗ್ [1106,768,1134,779]
canara-bottom: ರಾಜಶೇಖರ್, ಮಮತಾ, ಲೀಲಾ, ಸುಧಾ, ತಿಪ್ಪಣ್ಣ, ಸೋಮಶೇಖರ್, ಹರ್ಷ, ಮಂಜುನಾಥ್ ಮೊದಲಾದವರು ಹಾಜರಿದ್ದರು. ಯೋಗೇಶ್ ಮತ್ತಿತರರು ಹಾಜರಿದ್ದರು. [176,1397,664,1408]
screen-label: ಸ್ಕ್ರೀನ್ 2 [1108,1035,1135,1045]
deer-photo [176,1887,361,1998]
cinemas-note: ಭಾಷಾಸೂಚಿ: ಕ-ಕನ್ನಡ, ಹಿ-ಹಿಂದಿ, ಇಂ-ಇಂಗ್ಲಿಷ್, ತ-ತಮಿಳು, ತೆ-ತೆಲುಗು, ಮ-ಮಲಯಾಳಂ [1103,853,1464,868]
page-label: ಪುಟ [181,176,197,188]
cinema-shows: 4 ಪ್ರದರ್ಶನ [1424,696,1461,707]
cinema-shows: 4 ಪ್ರದರ್ಶನ [1424,639,1461,650]
toilet-column-3: ಗ್ರಾಮೀಣ ಭಾಗಗಳಲ್ಲಿ ಇಂದಿಗೂ ಬಯಲು ಶೌಚ ಪದ್ಧತಿ ಇರುವುದು ವಿಷಾದನೀಯ. ಸ್ವಚ್ಛ ಭಾರತ ಅಭಿಯಾನದಡಿ ಎಲ್ಲರೂ ಶೌಚಾಲಯ ನಿರ್ಮಿಸಿಕೊಳ್ಳಬೇಕು ಎಂದು ಕರೆ ನೀಡಿದರು. [731,2108,913,2164]
cinema-shows: 4 ಪ್ರದರ್ಶನ [1424,610,1461,621]
cinema-shows: 4 ಪ್ರದರ್ಶನ [1424,682,1461,693]
toilet-column-4: ಪಂಚಾಯಿತಿ ಅಧ್ಯಕ್ಷರು, ಉಪಾಧ್ಯಕ್ಷರು, ಸದಸ್ಯರು, ಪಿಡಿಒ ಹಾಗೂ ಸಿಬ್ಬಂದಿ ವರ್ಗ, ಶಾಲಾ ಮಕ್ಕಳು ಸೇರಿದಂತೆ ಗ್ರಾಮಸ್ಥರು ಹಾಜರಿದ್ದರು. ಈ ಸಂದರ್ಭದಲ್ಲಿ ಜಾಥಾ ನಡೆಸಿ ಜಾಗೃತಿ ಮೂಡಿಸಲಾಯಿತು. [922,1893,1093,1949]
pvr-shows: ಅಮರ್ ಅಕ್ಬರ್ ಆಂಥೋನಿ (ತೆ) ಬೆ.8.55, ಸಂ.6.45, ಟ್ರಾಫಿಕ್ (ತ) ಬೆ.9.30, ರಾ.10, ತಾಯಿಗೆ ತಕ್ಕ ಮಗ (ಕ) ಬೆ.9.50, ಸಂ.6.35, ಫೆಂಟಾಸ್ಟಿಕ್ ಬೀಸ್ಟ್ (ಇಂ) ಬೆ.10.10, ಸಂ.4.05, ರಾ.10, 8 ಎಂಎಂ ಬುಲೆಟ್ (ಕ) ಮ.12.10, ಪಟ್ಟಾಸ್ ಆಲ್ಡರ್ (ಹಿ) ಮ.12.35, ಹೂಟ 109 (ಕ) ಮ.1, ಜೀರೋ (ಹಿ) ಸಂ.6.40, ಬೋಹೆಮಿಯನ್ ರಾಪ್ಸೋಡಿ (ಇಂ) ಮ.3.15, ರಾ.9, ಸುರ್‌ಸಾರ್ ಬತ್ತಿ (ಕ) ಮ.3.55, ಅಮರ್ ಅಕ್ಬರ್ ಆಂಥೋನಿ (ತೆ) ಸಂ.6.45, ಸರ್ಕಾರ್ (ತ) ರಾ.9.50, ಕಾಟ್ರಿನ್ ಮೊ (ತ) ರಾ.10 [1108,1473,1458,1541]
inox-cinemas [1102,1183,1465,1415]
toilet-headline: ಶೌಚಾಲಯ ಬಳಸಿ ಸಾಂಕ್ರಾಮಿಕ ರೋಗ ತಡೆಗಟ್ಟಿ [468,1835,994,1876]
library-column-3: ಕಾರ್ಯಕ್ರಮದಲ್ಲಿ ಹಲವು ಗಣ್ಯರು, ಸಾಹಿತಿಗಳು, ವಿದ್ಯಾರ್ಥಿಗಳು ಪಾಲ್ಗೊಂಡಿದ್ದರು. ಸದಸ್ಯ ಕೆ.ಪಿ.ಸುಬ್ರಹ್ಮಣ್ಯ ವಹಿಸಿದ್ದರು. ಗ್ರಂಥಪಾಲಕರಾದ ಕಾಂತಿ, ಮಂಜುನಾಥ್ ಮತ್ತಿತರರು ಹಾಜರಿದ್ದರು. [907,1745,1093,1801]
cinema-name: ಉಮಾ [1106,840,1127,851]
screen-label: ಸ್ಕ್ರೀನ್ 4 [1108,1086,1135,1096]
cinema-name: ಬಾಲಾಜಿ ಡಿಲಕ್ಸ್ [1106,581,1155,593]
komala-headline-1: ಕೋಮಲಾಪುರ ಗ್ರಾಪಂ ಅಧ್ಯಕ್ಷರಾಗಿ [763,730,1006,755]
cinema-shows: 4 ಪ್ರದರ್ಶನ [1424,654,1461,664]
lions-headline: ನಂಜನಗೂಡು ಲಯನ್ಸ್ ಸಂಸ್ಥೆ ಅಧ್ಯಕ್ಷ ಜಿ.ಮಹೇಂದ್ರರಿಗೆ ಪ್ರಶಸ್ತಿ [176,730,667,767]
column-divider [1097,207,1098,2222]
library-column-2: 2018ರವರೆಗೆ ರಾಷ್ಟ್ರೀಯ ಗ್ರಂಥಾಲಯ ಸಪ್ತಾಹವನ್ನು ಆಚರಿಸುವ ಮೂಲಕ ಸಾರ್ವಜನಿಕರಿಗೆ ಗ್ರಂಥಾಲಯದ ಮಹತ್ವ ತಿಳಿಸಲಾಗುತ್ತಿದೆ. ಈ ಸಂದರ್ಭದಲ್ಲಿ ಮೈಸೂರು ಜಿಲ್ಲಾ ಗ್ರಂಥಾಲಯ ಅಧಿಕಾರಿ ಮಂಜುನಾಥ್, ಗ್ರಂಥಪಾಲಕರು ಹಾಜರಿದ್ದರು. [717,1745,898,1815]
lead-subhead: ಕುರುಬ ಸಮುದಾಯದ ನಿಯೋಗ ಮಾಜಿ ಮುಖ್ಯಮಂತ್ರಿ ಸಿದ್ದರಾಮಯ್ಯಗೆ ಮನವಿ [335,268,933,296]
col-header-cinema: ಚಿತ್ರಮಂದಿರ [1103,565,1211,580]
cinema-shows: 4 ಪ್ರದರ್ಶನ [1424,768,1461,779]
screen-shows: ಫೆಂಟಾಸ್ಟಿಕ್ ಬೀಸ್ಟ್ (ಇಂ) ಬೆ.10.30, ಸಂ.4.05, ತಾಯಿಗೆ ತಕ್ಕ ಮಗ (ಕ) ಮ.1.15, ಸಂ.6.40, ರಾ.9.55 [1108,1035,1429,1059]
table-row [1103,680,1464,695]
cinema-shows: 4 ಪ್ರದರ್ಶನ [1424,725,1461,736]
lead-bottom-3: ಪಕ್ಷಕ್ಕೆ ಹಿನ್ನಡೆಯಾಗಿರುವುದು ಕ್ಷೇತ್ರ ಮತ್ತು ಪಕ್ಷದ ಕೆಲಸಗಳಿಗೆ ತೊಡಕಾಗಿದೆ. ರಾಜ್ಯದಲ್ಲಿ ಸಮ್ಮಿಶ್ರ ಸರ್ಕಾರ ಅಧಿಕಾರದಲ್ಲಿದ್ದರೂ ಕಾಂಗ್ರೆಸ್ ಕಾರ್ಯಕರ್ತರಿಗೆ ಸ್ಥಾನ ಸಿಗುತ್ತಿಲ್ಲ. [717,623,891,679]
drc-cinemas [1102,954,1465,1176]
masthead: ಮೈಸೂರು ಮಿತ್ರ [875,172,958,192]
cinema-film: (2481170) ಅಮರ್ ಅಕ್ಬರ್ ಆಂಥೋನಿ (ತೆ) [1214,782,1359,793]
cinema-shows: 4 ಪ್ರದರ್ಶನ [1424,782,1461,793]
cinema-name: ಪದ್ಮಾ [1106,654,1122,664]
cinema-film: (2443584) ದಿ ವಿಲನ್ (ಕ) [1214,610,1309,621]
drc-screen-2 [1103,1031,1464,1064]
cinema-name: ಉಡ್‌ಲ್ಯಾಂಡ್ಸ್ [1106,811,1148,822]
cinema-shows: 4 ಪ್ರದರ್ಶನ [1424,668,1461,679]
cinema-name: ಗಾಯತ್ರಿ [1106,596,1130,606]
cinema-film: (2420737) ಸ್ವರ್ಣ ಜಿಂಕೆ (ಕ) [1214,639,1316,650]
cinemas-table [1103,565,1464,853]
jayapura-photo [722,1129,1093,1333]
drc-screen-3 [1103,1064,1464,1082]
komala-photo [676,794,1093,980]
screen-label: ಸ್ಕ್ರೀನ್ 1 [1108,1003,1135,1013]
inox-screen-2 [1103,1268,1464,1287]
girl-column-2: ಸಂಬಂಧದ ವಿಷಯ ಬಾಲಕಿಗೆ ತಿಳಿದಿತ್ತೆಂದು ಹೇಳಲಾಗುತ್ತಿದೆ. ಬಾಲಕಿ ಬಯಲಿನಲ್ಲಿ ಬಹಿರ್ದೆಸೆಗೆ ತೆರಳಿದ್ದ ವೇಳೆ ಹಿಂಬಾಲಿಸಿ ಬಂದ ಆರೋಪಿ ಹತ್ಯೆ ಮಾಡಿರಬಹುದು ಎಂದು ಶಂಕಿಸಲಾಗಿದೆ. ಈ ಬಗ್ಗೆ ಪೊಲೀಸರು ಹೆಚ್ಚಿನ ತನಿಖೆ ಮುಂದುವರಿಸಿದ್ದು ಶೀಘ್ರದಲ್ಲೇ ಸತ್ಯಾಂಶ ಹೊರಬರಲಿದೆ. [333,1553,476,1652]
cinema-film: (2422871) 8ಎಂಎಂ (ಕ) [1214,811,1306,822]
screen-shows: ತಿಮಿರು ಪುಡಿಚವನ್ (ತ) ಬೆ.10.15, ಹೂಟ 109 (ಕ) ಮ.12.45, ಕಾಟ್ರಿನ್ ಮೊ (ತ) ಮ.3.45, ಜೀರೋ (ಹಿ) ಸಂ.6.50, ರಾ.9.55 [1108,1323,1437,1347]
inox-logo-tagline: LIVE THE MOVIE [1125,1217,1206,1226]
lead-bottom-1: ಸದಸ್ಯ ಸ್ಥಾನ ಸೇರಿದಂತೆ ಪಕ್ಷ ಸಂಘಟನೆಯಲ್ಲಿ ಅವರಿಗೆ ಹಾಗೂ ನಿಗಮ ಮಂಡಳಿಗಳಲ್ಲಿ ಕಾರ್ಯಕರ್ತರಿಗೆ ಸ್ಥಾನಮಾನ ನೀಡುವಂತೆಯೂ ಮನವಿ ಮಾಡಲಾಯಿತು. [361,623,530,664]
entertainment-banner [1102,207,1465,263]
girl-kicker: ಅಪ್ರಾಪ್ತ ಬಾಲಕಿ ಹತ್ಯೆಗೆ ಟ್ವಿಸ್ಟ್ [246,1450,411,1470]
cinemas-title: ಮೈಸೂರಿನ ಚಿತ್ರಮಂದಿರಗಳಲ್ಲಿ [1103,512,1464,547]
cinema-name: ಲಕ್ಷ್ಮಿ [1106,610,1119,621]
cinema-name: ಸ್ಕೈಲೈನ್ [1106,782,1130,793]
table-row [1103,839,1464,854]
cinema-name: ವುಡ್‌ಲ್ಯಾಂಡ್ [1106,625,1146,635]
screen-shows: ಬೋಹೆಮಿಯನ್ ರಾಪ್ಸೋಡಿ (ಇಂ) ಬೆ.10.10, ಸಂ.6.40, ಫೆಂಟಾಸ್ಟಿಕ್ ಬೀಸ್ಟ್ (ಇಂ) ಮ.3.50, ರಾ.9.45 [1108,1240,1423,1264]
col-header-shows: ಪ್ರದರ್ಶನ [1363,565,1464,580]
